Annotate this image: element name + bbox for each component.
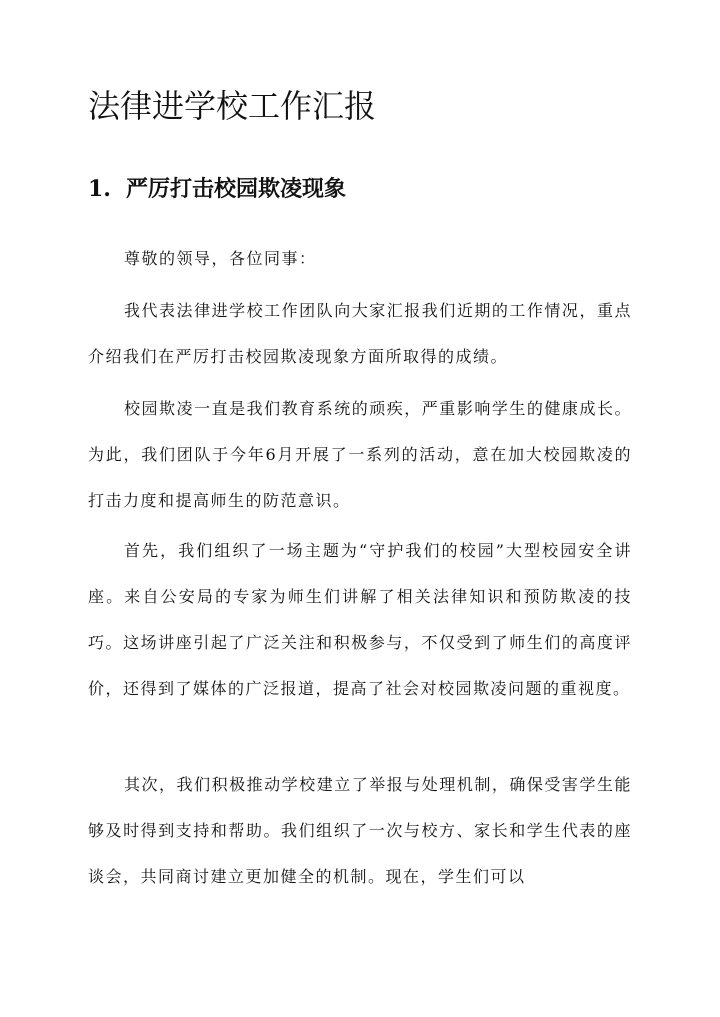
section-number: 1. (88, 176, 111, 202)
document-title: 法律进学校工作汇报 (88, 87, 377, 125)
greeting-paragraph: 尊敬的领导，各位同事： (124, 249, 317, 268)
body-paragraph-1: 我代表法律进学校工作团队向大家汇报我们近期的工作情况，重点介绍我们在严厉打击校园欺凌现象方面所取得的成绩。 (88, 301, 632, 366)
section-heading (88, 172, 346, 206)
body-paragraph-2: 校园欺凌一直是我们教育系统的顽疾，严重影响学生的健康成长。为此，我们团队于今年6月开展了一系列的活动，意在加大校园欺凌的打击力度和提高师生的防范意识。 (88, 399, 632, 510)
body-paragraph-4: 其次，我们积极推动学校建立了举报与处理机制，确保受害学生能够及时得到支持和帮助。我们组织了一次与校方、家长和学生代表的座谈会，共同商讨建立更加健全的机制。现在，学生们可以 (88, 775, 632, 886)
section-heading-text: 严厉打击校园欺凌现象 (126, 176, 347, 202)
body-paragraph-3: 首先，我们组织了一场主题为“守护我们的校园”大型校园安全讲座。来自公安局的专家为师生们讲解了相关法律知识和预防欺凌的技巧。这场讲座引起了广泛关注和积极参与，不仅受到了师生们的高度评价，还得到了媒体的广泛报道，提高了社会对校园欺凌问题的重视度。 (88, 541, 632, 698)
